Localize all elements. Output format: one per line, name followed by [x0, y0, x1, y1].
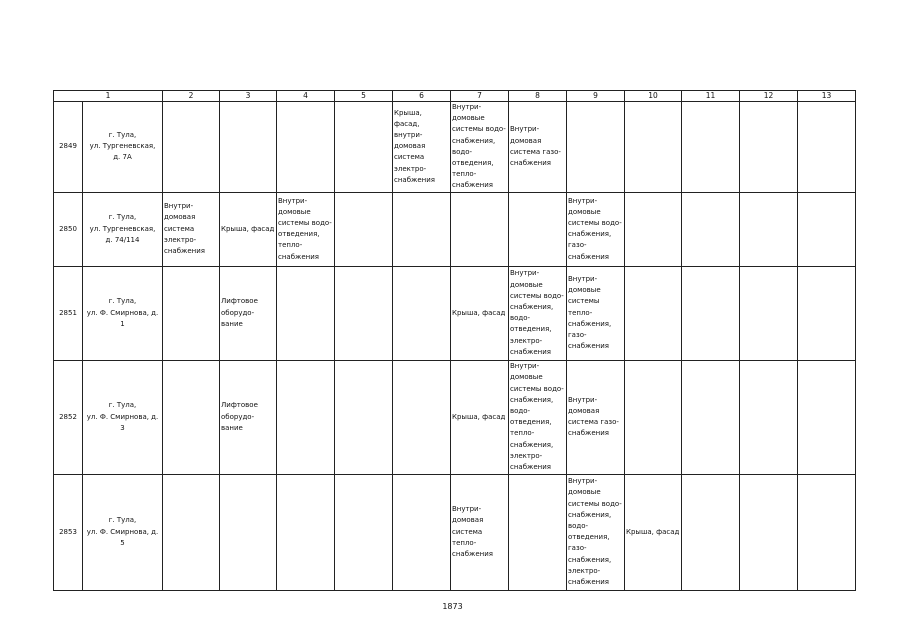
column-header: 12 [740, 91, 798, 102]
table-cell [798, 360, 856, 474]
table-cell: Внутри- домовые системы водо- отведения, тепло- снабжения [277, 192, 335, 266]
table-row [54, 102, 856, 193]
table-cell [393, 192, 451, 266]
row-id: 2849 [54, 102, 83, 193]
table-cell: Внутри- домовая система газо- снабжения [567, 360, 625, 474]
table-cell [163, 474, 220, 590]
table-row [54, 360, 856, 474]
row-id: 2851 [54, 266, 83, 360]
table-cell [798, 102, 856, 193]
table-cell [625, 360, 682, 474]
column-header: 6 [393, 91, 451, 102]
table-row [54, 474, 856, 590]
table-cell: Внутри- домовые системы водо- снабжения, водо- отведения, тепло- снабжения [451, 102, 509, 193]
column-header: 5 [335, 91, 393, 102]
row-id: 2850 [54, 192, 83, 266]
table-cell [335, 360, 393, 474]
table-cell: Внутри- домовая система газо- снабжения [509, 102, 567, 193]
table-cell [625, 192, 682, 266]
column-header: 1 [54, 91, 163, 102]
table-cell: Крыша, фасад [220, 192, 277, 266]
table-cell: Внутри- домовая система тепло- снабжения [451, 474, 509, 590]
page-number: 1873 [442, 602, 463, 611]
column-header: 8 [509, 91, 567, 102]
table-row [54, 266, 856, 360]
column-header: 4 [277, 91, 335, 102]
row-id: 2853 [54, 474, 83, 590]
table-cell [277, 266, 335, 360]
table-cell [220, 474, 277, 590]
header-row [54, 91, 856, 102]
table-cell [393, 474, 451, 590]
table-cell: Лифтовое оборудо-вание [220, 360, 277, 474]
table-cell [798, 266, 856, 360]
table-cell [740, 360, 798, 474]
row-address: г. Тула, ул. Тургеневская, д. 74/114 [83, 192, 163, 266]
table-cell [335, 474, 393, 590]
table-cell [393, 360, 451, 474]
table-cell: Внутри- домовые системы водо- снабжения, газо- снабжения [567, 192, 625, 266]
table-cell: Крыша, фасад [625, 474, 682, 590]
table-cell [335, 192, 393, 266]
row-address: г. Тула, ул. Тургеневская, д. 7А [83, 102, 163, 193]
table-cell: Внутри- домовая система электро- снабжения [163, 192, 220, 266]
table-cell [277, 474, 335, 590]
table-cell [740, 266, 798, 360]
table-cell [335, 266, 393, 360]
column-header: 10 [625, 91, 682, 102]
column-header: 2 [163, 91, 220, 102]
table-cell: Крыша, фасад [451, 266, 509, 360]
table-cell [798, 474, 856, 590]
table-cell: Внутри- домовые системы тепло- снабжения, газо- снабжения [567, 266, 625, 360]
column-header: 7 [451, 91, 509, 102]
table-cell [277, 360, 335, 474]
column-header: 11 [682, 91, 740, 102]
table-cell [393, 266, 451, 360]
document-table [53, 90, 856, 591]
table-cell [220, 102, 277, 193]
row-address: г. Тула, ул. Ф. Смирнова, д. 1 [83, 266, 163, 360]
table-row [54, 192, 856, 266]
table-cell [740, 192, 798, 266]
table-cell [625, 102, 682, 193]
table-cell [682, 360, 740, 474]
row-address: г. Тула, ул. Ф. Смирнова, д. 5 [83, 474, 163, 590]
table-cell [451, 192, 509, 266]
table-cell [682, 192, 740, 266]
table-cell [682, 474, 740, 590]
table-cell [740, 474, 798, 590]
column-header: 9 [567, 91, 625, 102]
table-cell [509, 474, 567, 590]
table-cell [798, 192, 856, 266]
column-header: 13 [798, 91, 856, 102]
table-cell [163, 360, 220, 474]
table-cell [277, 102, 335, 193]
table-cell [740, 102, 798, 193]
table-cell [682, 266, 740, 360]
column-header: 3 [220, 91, 277, 102]
table-cell: Крыша, фасад [451, 360, 509, 474]
table-cell [335, 102, 393, 193]
table-cell: Внутри- домовые системы водо- снабжения, водо- отведения, газо- снабжения, электро- снабжения [567, 474, 625, 590]
table-cell [163, 102, 220, 193]
table-cell [567, 102, 625, 193]
table-cell [509, 192, 567, 266]
row-id: 2852 [54, 360, 83, 474]
table-cell: Внутри- домовые системы водо- снабжения, водо- отведения, электро- снабжения [509, 266, 567, 360]
table-cell [625, 266, 682, 360]
table-cell: Внутри- домовые системы водо- снабжения, водо- отведения, тепло- снабжения, электро- снабжения [509, 360, 567, 474]
table-cell [682, 102, 740, 193]
row-address: г. Тула, ул. Ф. Смирнова, д. 3 [83, 360, 163, 474]
table-cell [163, 266, 220, 360]
table-cell: Лифтовое оборудо-вание [220, 266, 277, 360]
table-cell: Крыша, фасад, внутри- домовая система электро- снабжения [393, 102, 451, 193]
